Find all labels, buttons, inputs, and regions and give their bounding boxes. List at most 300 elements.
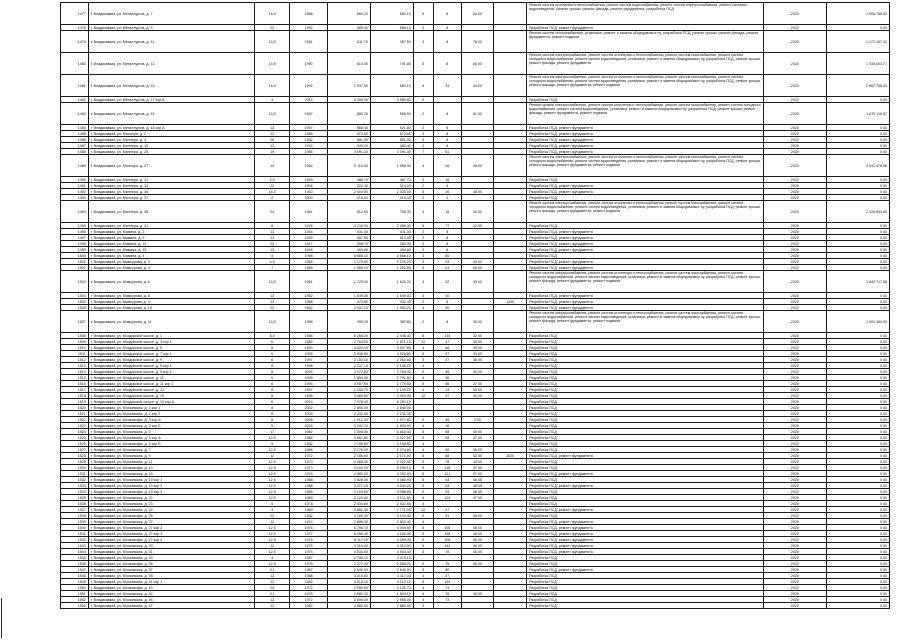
cell-build-year: 1965 xyxy=(290,265,328,271)
cell-apartments: 8 xyxy=(433,137,461,143)
cell-plan-year: 2020 xyxy=(763,271,826,293)
cell-cost-sum: 0.00 xyxy=(826,537,889,543)
cell-cost-sum: 0.00 xyxy=(826,525,889,531)
cell-cost-sum: 0.00 xyxy=(826,253,889,259)
cell-plan-year: 2020 xyxy=(763,143,826,149)
cell-living-area: 1 603.10 xyxy=(370,591,413,597)
cell-plan-year: 2020 xyxy=(763,591,826,597)
cell-floors: 12.5 xyxy=(255,459,290,465)
cell-total-area: 488.70 xyxy=(328,177,371,183)
cell-cost-sum: 0.00 xyxy=(826,25,889,31)
cell-cost-sum: 2 125 803.60 xyxy=(826,201,889,223)
cell-floors: 6 xyxy=(255,411,290,417)
cell-apartments: 121 xyxy=(433,471,461,477)
cell-apartments: 80 xyxy=(433,567,461,573)
cell-address: г. Владикавказ, ул. Моздокское шоссе, д. 7 кор 1 xyxy=(88,351,254,357)
cell-floors: 6 xyxy=(255,345,290,351)
cell-cost-sum: 0.00 xyxy=(826,97,889,103)
cell-work-types: Разработка ПСД xyxy=(527,411,764,417)
cell-total-area: 580.20 xyxy=(328,103,371,125)
cell-total-area: 1 175.60 xyxy=(328,259,371,265)
cell-total-area: 1 729.40 xyxy=(328,271,371,293)
cell-build-year: 1986 xyxy=(290,149,328,155)
cell-total-area: 660.20 xyxy=(328,3,371,25)
cell-floors: 4 xyxy=(255,507,290,513)
cell-apartments: 8 xyxy=(433,241,461,247)
cell-cost-sum: 0.00 xyxy=(826,597,889,603)
cell-work-types: Разработка ПСД, ремонт фундамента xyxy=(527,247,764,253)
cell-address: г. Владикавказ, ул. Московская, д. 41 кор 1 xyxy=(88,579,254,585)
cell-build-year: 1945 xyxy=(290,229,328,235)
cell-build-year: 1992 xyxy=(290,25,328,31)
cell-living-area: 2 532.50 xyxy=(370,501,413,507)
cell-apartments: 8 xyxy=(433,31,461,53)
cell-plan-year: 2020 xyxy=(763,465,826,471)
cell-address: г. Владикавказ, ул. Московская, д. 19 кор 3 xyxy=(88,489,254,495)
cell-entrances: 3 xyxy=(413,603,433,609)
cell-plan-year: 2020 xyxy=(763,253,826,259)
cell-living-area: 4 182.40 xyxy=(370,531,413,537)
cell-build-year: 1998 xyxy=(290,253,328,259)
cell-extra-value xyxy=(494,201,527,223)
cell-cost-sum: 0.00 xyxy=(826,363,889,369)
cell-floors: 12.5 xyxy=(255,525,290,531)
cell-row-number: 1543 xyxy=(61,543,89,549)
cell-cost-sum: 0.00 xyxy=(826,501,889,507)
cell-living-area: 4 310.00 xyxy=(370,543,413,549)
cell-total-area: 2 186.60 xyxy=(328,453,371,459)
cell-row-number: 1503 xyxy=(61,271,89,293)
cell-floors: 14.5 xyxy=(255,189,290,195)
cell-plan-year: 2020 xyxy=(763,489,826,495)
cell-entrances: 5 xyxy=(413,223,433,229)
cell-living-area: 4 792.00 xyxy=(370,471,413,477)
cell-plan-year: 2020 xyxy=(763,189,826,195)
cell-build-year: 1974 xyxy=(290,143,328,149)
cell-plan-year: 2020 xyxy=(763,423,826,429)
cell-floors: 12.5 xyxy=(255,477,290,483)
cell-address: г. Владикавказ, ул. Мамина, д. 4 xyxy=(88,253,254,259)
cell-plan-year: 2020 xyxy=(763,429,826,435)
cell-work-types: Разработка ПСД xyxy=(527,223,764,229)
cell-floors: 19 xyxy=(255,149,290,155)
cell-work-types: Разработка ПСД, ремонт фундамента xyxy=(527,259,764,265)
cell-living-area: 2 058.20 xyxy=(370,561,413,567)
cell-floors: 12 xyxy=(255,597,290,603)
cell-cost-sum: 0.00 xyxy=(826,429,889,435)
cell-address: г. Владикавказ, ул. Металлургов, д. 17 кор А xyxy=(88,97,254,103)
cell-build-year: 1984 xyxy=(290,333,328,339)
cell-total-area: 3 077.20 xyxy=(328,483,371,489)
cell-living-area: 3 088.80 xyxy=(370,489,413,495)
cell-build-year: 2002 xyxy=(290,405,328,411)
cell-build-year: 1982 xyxy=(290,513,328,519)
cell-work-types: Разработка ПСД xyxy=(527,597,764,603)
table-row xyxy=(61,31,890,53)
cell-row-number: 1531 xyxy=(61,471,89,477)
cell-work-types: Разработка ПСД, ремонт фундамента xyxy=(527,531,764,537)
cell-address: г. Владикавказ, ул. Московская, д. 44 xyxy=(88,591,254,597)
cell-apartments: 51 xyxy=(433,149,461,155)
cell-total-area: 2 886.40 xyxy=(328,519,371,525)
cell-apartments: 118 xyxy=(433,465,461,471)
cell-work-types: Разработка ПСД xyxy=(527,351,764,357)
cell-apartments: 124 xyxy=(433,495,461,501)
cell-address: г. Владикавказ, ул. Миллера, д. 33 xyxy=(88,183,254,189)
cell-wear-percent: 37.00 xyxy=(461,381,494,387)
cell-extra-value xyxy=(494,603,527,609)
cell-address: г. Владикавказ, ул. Моздокское шоссе, д. 9 кор 2 xyxy=(88,369,254,375)
cell-living-area: 2 640.00 xyxy=(370,567,413,573)
cell-work-types: Разработка ПСД, ремонт фундамента xyxy=(527,549,764,555)
cell-total-area: 873.60 xyxy=(328,131,371,137)
cell-entrances: 4 xyxy=(413,423,433,429)
cell-build-year: 1962 xyxy=(290,305,328,311)
cell-cost-sum: 0.00 xyxy=(826,381,889,387)
cell-wear-percent: 44.00 xyxy=(461,75,494,97)
cell-floors: 7 xyxy=(255,265,290,271)
cell-build-year: 2004 xyxy=(290,369,328,375)
cell-living-area: 3 091.30 xyxy=(370,149,413,155)
cell-row-number: 1514 xyxy=(61,369,89,375)
cell-entrances: 2 xyxy=(413,177,433,183)
cell-apartments: 24 xyxy=(433,265,461,271)
cell-cost-sum: 0.00 xyxy=(826,573,889,579)
cell-entrances: 2 xyxy=(413,103,433,125)
cell-apartments: 144 xyxy=(433,579,461,585)
cell-entrances: 5 xyxy=(413,477,433,483)
cell-entrances: 2 xyxy=(413,25,433,31)
cell-build-year: 1974 xyxy=(290,471,328,477)
cell-wear-percent: 36.00 xyxy=(461,357,494,363)
cell-build-year: 1958 xyxy=(290,299,328,305)
cell-work-types: Разработка ПСД xyxy=(527,477,764,483)
cell-total-area: 494.80 xyxy=(328,247,371,253)
cell-cost-sum: 0.00 xyxy=(826,125,889,131)
cell-row-number: 1477 xyxy=(61,3,89,25)
cell-build-year: 2000 xyxy=(290,195,328,201)
cell-entrances: 4 xyxy=(413,363,433,369)
cell-apartments: 68 xyxy=(433,345,461,351)
cell-living-area: 1 626.20 xyxy=(370,271,413,293)
cell-total-area: 587.50 xyxy=(328,235,371,241)
cell-row-number: 1534 xyxy=(61,489,89,495)
cell-total-area: 2 237.10 xyxy=(328,363,371,369)
cell-total-area: 3 828.40 xyxy=(328,477,371,483)
cell-apartments: 73 xyxy=(433,597,461,603)
cell-total-area: 812.90 xyxy=(328,201,371,223)
cell-total-area: 1 649.30 xyxy=(328,293,371,299)
cell-cost-sum: 0.00 xyxy=(826,299,889,305)
cell-total-area: 470.80 xyxy=(328,299,371,305)
cell-total-area: 568.40 xyxy=(328,125,371,131)
cell-address: г. Владикавказ, ул. Миллера, д. 2 xyxy=(88,131,254,137)
cell-build-year: 1997 xyxy=(290,357,328,363)
cell-total-area: 813.30 xyxy=(328,53,371,75)
cell-plan-year: 2020 xyxy=(763,195,826,201)
cell-wear-percent: 64.00 xyxy=(461,53,494,75)
cell-entrances: 4 xyxy=(413,155,433,177)
cell-cost-sum: 0.00 xyxy=(826,591,889,597)
cell-build-year: 1964 xyxy=(290,155,328,177)
cell-plan-year: 2020 xyxy=(763,201,826,223)
cell-living-area: 2 803.40 xyxy=(370,519,413,525)
cell-total-area: 2 534.80 xyxy=(328,501,371,507)
cell-build-year: 1998 xyxy=(290,363,328,369)
cell-apartments: 22 xyxy=(433,271,461,293)
cell-work-types: Ремонт систем электроснабжения, ремонт систем отопления и теплоснабжения, ремонт систем газоснабжения, ремонт систем холодного водоснабжения, ремонт систем водоотведения, установка, ремонт и замена общедомовых пу, разработка ПСД, ремонт крыши, ремонт фасада, ремонт фундамента, ремонт подвала xyxy=(527,271,764,293)
cell-work-types: Разработка ПСД, ремонт фундамента xyxy=(527,143,764,149)
cell-wear-percent: 47.00 xyxy=(461,471,494,477)
cell-living-area: 1 649.30 xyxy=(370,293,413,299)
cell-total-area: 1 037.90 xyxy=(328,75,371,97)
cell-total-area: 3 120.60 xyxy=(328,495,371,501)
cell-total-area: 318.00 xyxy=(328,195,371,201)
cell-plan-year: 2020 xyxy=(763,405,826,411)
cell-floors: 12.5 xyxy=(255,465,290,471)
cell-plan-year: 2020 xyxy=(763,223,826,229)
cell-address: г. Владикавказ, ул. Металлургов, д. 7 xyxy=(88,3,254,25)
cell-address: г. Владикавказ, ул. Московская, д. 11 xyxy=(88,459,254,465)
cell-build-year: 2006 xyxy=(290,417,328,423)
cell-apartments: 108 xyxy=(433,537,461,543)
cell-cost-sum: 0.00 xyxy=(826,417,889,423)
cell-entrances: 3 xyxy=(413,137,433,143)
cell-total-area: 4 210.10 xyxy=(328,579,371,585)
cell-living-area: 2 771.00 xyxy=(370,507,413,513)
cell-plan-year: 2020 xyxy=(763,531,826,537)
cell-living-area: 4 534.40 xyxy=(370,549,413,555)
cell-row-number: 1499 xyxy=(61,247,89,253)
cell-row-number: 1512 xyxy=(61,357,89,363)
cell-entrances: 5 xyxy=(413,417,433,423)
cell-floors: 13 xyxy=(255,241,290,247)
cell-entrances: 4 xyxy=(413,495,433,501)
cell-entrances: 3 xyxy=(413,31,433,53)
cell-living-area: 513.40 xyxy=(370,235,413,241)
cell-total-area: 2 880.50 xyxy=(328,603,371,609)
cell-cost-sum: 0.00 xyxy=(826,131,889,137)
cell-living-area: 2 701.50 xyxy=(370,375,413,381)
cell-cost-sum: 0.00 xyxy=(826,519,889,525)
cell-apartments: 47 xyxy=(433,357,461,363)
cell-entrances: 2 xyxy=(413,235,433,241)
cell-wear-percent: 46.00 xyxy=(461,531,494,537)
cell-work-types: Разработка ПСД xyxy=(527,357,764,363)
cell-wear-percent: 34.00 xyxy=(461,201,494,223)
cell-total-area: 1 912.30 xyxy=(328,417,371,423)
cell-row-number: 1492 xyxy=(61,189,89,195)
cell-row-number: 1488 xyxy=(61,149,89,155)
cell-apartments: 8 xyxy=(433,53,461,75)
cell-total-area: 2 640.00 xyxy=(328,567,371,573)
cell-extra-value: 1200 xyxy=(494,299,527,305)
cell-build-year: 1993 xyxy=(290,345,328,351)
cell-entrances: 5 xyxy=(413,513,433,519)
cell-entrances: 4 xyxy=(413,441,433,447)
cell-apartments: 56 xyxy=(433,381,461,387)
cell-build-year: 2014 xyxy=(290,97,328,103)
cell-floors: 6 xyxy=(255,393,290,399)
cell-row-number: 1537 xyxy=(61,507,89,513)
cell-living-area: 3 040.20 xyxy=(370,483,413,489)
cell-build-year: 1906 xyxy=(290,183,328,189)
cell-total-area: 1 153.70 xyxy=(328,387,371,393)
cell-plan-year: 2020 xyxy=(763,31,826,53)
cell-entrances: 4 xyxy=(413,305,433,311)
cell-work-types: Разработка ПСД, ремонт фундамента xyxy=(527,543,764,549)
cell-plan-year: 2020 xyxy=(763,483,826,489)
cell-floors: 6 xyxy=(255,369,290,375)
table-row xyxy=(61,53,890,75)
cell-apartments: 8 xyxy=(433,247,461,253)
cell-apartments: 58 xyxy=(433,435,461,441)
cell-entrances: 4 xyxy=(413,597,433,603)
cell-address: г. Владикавказ, ул. Моздокское шоссе, д. 5 xyxy=(88,345,254,351)
cell-address: г. Владикавказ, ул. Московская, д. 39 xyxy=(88,573,254,579)
cell-work-types: Разработка ПСД xyxy=(527,423,764,429)
cell-cost-sum: 0.00 xyxy=(826,333,889,339)
cell-apartments: 8 xyxy=(433,25,461,31)
cell-row-number: 1487 xyxy=(61,143,89,149)
cell-build-year: 1988 xyxy=(290,489,328,495)
cell-apartments: 77 xyxy=(433,223,461,229)
cell-total-area: 399.00 xyxy=(328,311,371,333)
cell-address: г. Владикавказ, ул. Московская, д. 27 кор 2 xyxy=(88,525,254,531)
cell-floors: 12.5 xyxy=(255,549,290,555)
cell-entrances: 6 xyxy=(413,471,433,477)
cell-work-types: Разработка ПСД xyxy=(527,489,764,495)
cell-wear-percent: 45.00 xyxy=(461,549,494,555)
cell-build-year: 1987 xyxy=(290,555,328,561)
cell-work-types: Разработка ПСД, ремонт фундамента xyxy=(527,189,764,195)
cell-build-year: 1976 xyxy=(290,561,328,567)
cell-plan-year: 2020 xyxy=(763,501,826,507)
cell-work-types: Разработка ПСД xyxy=(527,579,764,585)
cell-row-number: 1524 xyxy=(61,429,89,435)
cell-address: г. Владикавказ, ул. Миллера, д. 37 xyxy=(88,195,254,201)
table-row xyxy=(61,271,890,293)
cell-address: г. Владикавказ, ул. Московская, д. 7 xyxy=(88,447,254,453)
cell-work-types: Ремонт систем электроснабжения, ремонт систем отопления и теплоснабжения, ремонт систем газоснабжения, ремонт систем холодного водоснабжения, ремонт систем водоотведения, установка, ремонт и замена общедомовых пу, разработка ПСД, ремонт крыши, ремонт фасада, ремонт фундамента, ремонт подвала xyxy=(527,155,764,177)
cell-cost-sum: 0.00 xyxy=(826,265,889,271)
cell-entrances: 5 xyxy=(413,537,433,543)
cell-total-area: 3 667.80 xyxy=(328,435,371,441)
cell-work-types: Разработка ПСД, ремонт фундамента xyxy=(527,183,764,189)
cell-row-number: 1528 xyxy=(61,453,89,459)
cell-total-area: 6 396.40 xyxy=(328,531,371,537)
cell-plan-year: 2020 xyxy=(763,513,826,519)
cell-cost-sum: 0.00 xyxy=(826,229,889,235)
cell-total-area: 3 469.80 xyxy=(328,393,371,399)
cell-build-year: 1973 xyxy=(290,465,328,471)
cell-apartments: 47 xyxy=(433,351,461,357)
cell-row-number: 1547 xyxy=(61,567,89,573)
cell-wear-percent: 48.00 xyxy=(461,513,494,519)
cell-wear-percent: 40.00 xyxy=(461,259,494,265)
cell-living-area: 2 330.00 xyxy=(370,189,413,195)
cell-total-area: 2 176.00 xyxy=(328,447,371,453)
cell-row-number: 1486 xyxy=(61,137,89,143)
cell-row-number: 1538 xyxy=(61,513,89,519)
cell-row-number: 1480 xyxy=(61,53,89,75)
cell-address: г. Владикавказ, ул. Миллера, д. 41 xyxy=(88,223,254,229)
cell-floors: 12.5 xyxy=(255,561,290,567)
cell-entrances: 5 xyxy=(413,483,433,489)
cell-plan-year: 2020 xyxy=(763,393,826,399)
cell-total-area: 3 242.70 xyxy=(328,423,371,429)
cell-plan-year: 2020 xyxy=(763,537,826,543)
table-row xyxy=(61,603,890,609)
cell-cost-sum: 0.00 xyxy=(826,369,889,375)
cell-wear-percent: 44.00 xyxy=(461,459,494,465)
cell-floors: 12.5 xyxy=(255,537,290,543)
cell-build-year: 1998 xyxy=(290,393,328,399)
cell-plan-year: 2020 xyxy=(763,305,826,311)
cell-plan-year: 2020 xyxy=(763,53,826,75)
cell-apartments: 53 xyxy=(433,477,461,483)
cell-living-area: 586.10 xyxy=(370,25,413,31)
cell-living-area: 380.80 xyxy=(370,311,413,333)
cell-floors: 17 xyxy=(255,429,290,435)
cell-address: г. Владикавказ, ул. Московская, д. 15 xyxy=(88,471,254,477)
cell-row-number: 1504 xyxy=(61,293,89,299)
cell-row-number: 1527 xyxy=(61,447,89,453)
cell-wear-percent: 39.00 xyxy=(461,345,494,351)
cell-plan-year: 2020 xyxy=(763,471,826,477)
cell-build-year: 1988 xyxy=(290,483,328,489)
cell-work-types: Разработка ПСД, ремонт фундамента xyxy=(527,305,764,311)
cell-plan-year: 2020 xyxy=(763,435,826,441)
cell-floors: 9.1 xyxy=(255,591,290,597)
cell-total-area: 1 008.80 xyxy=(328,429,371,435)
cell-floors: 5 xyxy=(255,423,290,429)
cell-plan-year: 2020 xyxy=(763,573,826,579)
cell-living-area: 2 846.00 xyxy=(370,405,413,411)
cell-apartments: 50 xyxy=(433,305,461,311)
cell-total-area: 4 020.00 xyxy=(328,345,371,351)
cell-floors: 12 xyxy=(255,573,290,579)
cell-living-area: 4 059.30 xyxy=(370,537,413,543)
cell-plan-year: 2020 xyxy=(763,311,826,333)
cell-plan-year: 2020 xyxy=(763,137,826,143)
cell-living-area: 1 963.20 xyxy=(370,305,413,311)
cell-wear-percent: 44.00 xyxy=(461,543,494,549)
cell-work-types: Ремонт кровли электроснабжения, ремонт систем отопления и теплоснабжения, ремонт систем газоснабжения, ремонт систем холодного водоснабжения, ремонт систем водоотведения, установка, ремонт и замена общедомовых пу, разработка ПСД, ремонт крыши, ремонт фасада, ремонт фундамента, ремонт подвала xyxy=(527,103,764,125)
cell-entrances: 4 xyxy=(413,573,433,579)
cell-entrances: 4 xyxy=(413,201,433,223)
cell-floors: 14.5 xyxy=(255,3,290,25)
cell-work-types: Разработка ПСД xyxy=(527,369,764,375)
cell-cost-sum: 0.00 xyxy=(826,235,889,241)
cell-address: г. Владикавказ, ул. Металлургов, д. 16 xyxy=(88,103,254,125)
cell-total-area: 2 764.00 xyxy=(328,339,371,345)
cell-living-area: 565.90 xyxy=(370,103,413,125)
cell-floors: 14.5 xyxy=(255,103,290,125)
cell-address: г. Владикавказ, ул. Мамсурова, д. 11 xyxy=(88,311,254,333)
cell-entrances: 5 xyxy=(413,525,433,531)
cell-row-number: 1505 xyxy=(61,299,89,305)
cell-row-number: 1507 xyxy=(61,311,89,333)
cell-apartments: 38 xyxy=(433,417,461,423)
cell-apartments: 78 xyxy=(433,459,461,465)
cell-work-types: Разработка ПСД xyxy=(527,393,764,399)
cell-work-types: Разработка ПСД xyxy=(527,97,764,103)
cell-floors: 6 xyxy=(255,375,290,381)
cell-entrances: 4 xyxy=(413,447,433,453)
cell-living-area: 3 985.60 xyxy=(370,97,413,103)
cell-address: г. Владикавказ, ул. Миллера, д. 31 xyxy=(88,177,254,183)
